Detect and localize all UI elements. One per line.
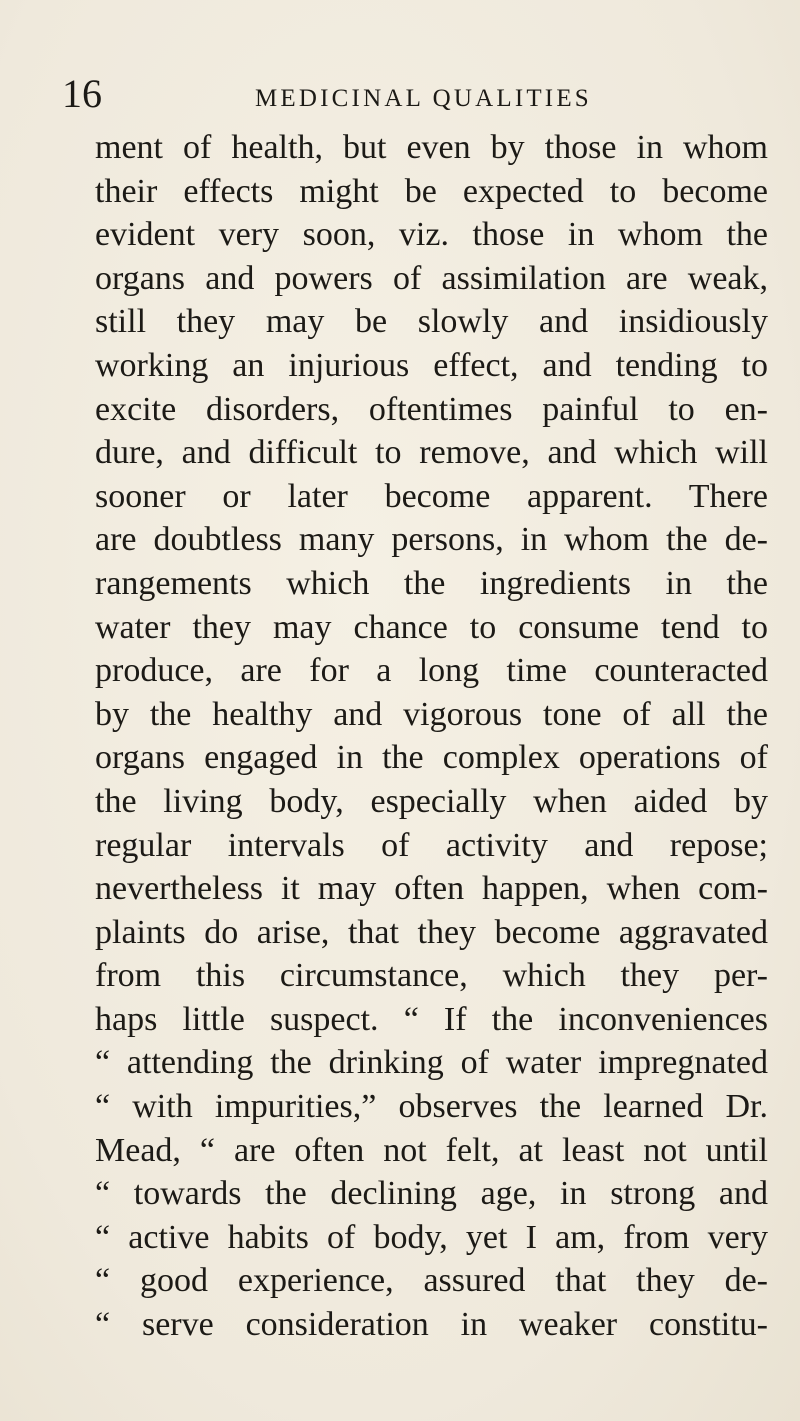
text-line: Mead, “ are often not felt, at least not until bbox=[95, 1131, 768, 1169]
text-line: excite disorders, oftentimes painful to en- bbox=[95, 390, 768, 428]
text-line: dure, and difficult to remove, and which will bbox=[95, 434, 768, 472]
text-line: working an injurious effect, and tending to bbox=[95, 346, 768, 384]
text-line: water they may chance to consume tend to bbox=[95, 608, 768, 646]
text-line: nevertheless it may often happen, when com- bbox=[95, 870, 768, 908]
text-line: still they may be slowly and insidiously bbox=[95, 303, 768, 341]
text-line: “ with impurities,” observes the learned Dr. bbox=[95, 1088, 768, 1126]
body-text bbox=[95, 126, 768, 1347]
page-number: 16 bbox=[62, 71, 102, 116]
text-line: by the healthy and vigorous tone of all the bbox=[95, 695, 768, 733]
text-line: “ towards the declining age, in strong and bbox=[95, 1175, 768, 1213]
text-line: the living body, especially when aided by bbox=[95, 782, 768, 820]
text-line: rangements which the ingredients in the bbox=[95, 564, 768, 602]
text-line: plaints do arise, that they become aggravated bbox=[95, 913, 768, 951]
text-line: are doubtless many persons, in whom the de- bbox=[95, 521, 768, 559]
text-line: produce, are for a long time counteracted bbox=[95, 652, 768, 690]
text-line: “ good experience, assured that they de- bbox=[95, 1262, 768, 1300]
text-line: sooner or later become apparent. There bbox=[95, 477, 768, 515]
text-line: organs and powers of assimilation are weak, bbox=[95, 259, 768, 297]
text-line: “ attending the drinking of water impregnated bbox=[95, 1044, 768, 1082]
text-line: haps little suspect. “ If the inconveniences bbox=[95, 1000, 768, 1038]
running-head: MEDICINAL QUALITIES bbox=[255, 85, 592, 112]
text-line: evident very soon, viz. those in whom the bbox=[95, 216, 768, 254]
text-line: “ active habits of body, yet I am, from very bbox=[95, 1218, 768, 1256]
text-line: their effects might be expected to become bbox=[95, 172, 768, 210]
text-line: regular intervals of activity and repose; bbox=[95, 826, 768, 864]
text-line: ment of health, but even by those in whom bbox=[95, 129, 768, 166]
text-line: organs engaged in the complex operations of bbox=[95, 739, 768, 777]
text-line: “ serve consideration in weaker constitu- bbox=[95, 1306, 768, 1344]
text-line: from this circumstance, which they per- bbox=[95, 957, 768, 995]
